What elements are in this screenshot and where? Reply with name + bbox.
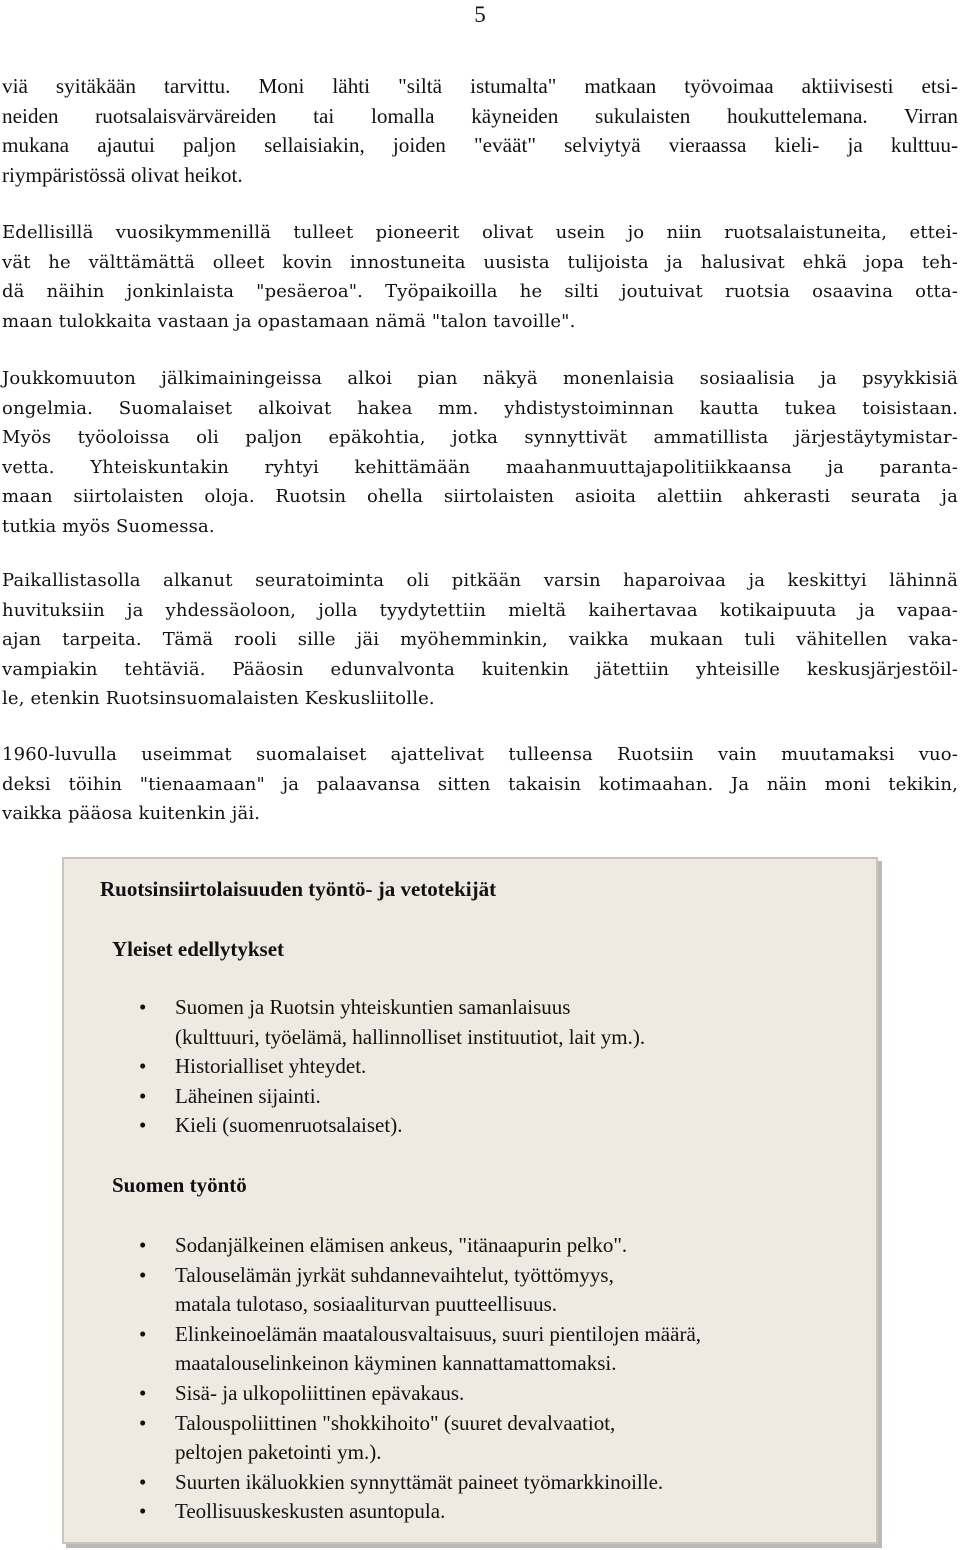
- list-item: [139, 1111, 859, 1141]
- paragraph-line: vetta. Yhteiskuntakin ryhtyi kehittämään maahanmuuttajapolitiikkaansa ja paranta-: [2, 456, 958, 478]
- list-item-text: Suurten ikäluokkien synnyttämät paineet työmarkkinoille.: [175, 1469, 664, 1494]
- list-item-text: Historialliset yhteydet.: [175, 1054, 367, 1079]
- list-item-text: peltojen paketointi ym.).: [175, 1440, 382, 1465]
- list-item-text: Teollisuuskeskusten asuntopula.: [175, 1499, 446, 1524]
- paragraph-line: riympäristössä olivat heikot.: [2, 162, 243, 187]
- paragraph-line: maan tulokkaita vastaan ja opastamaan nämä "talon tavoille".: [2, 310, 576, 332]
- paragraph-line: neiden ruotsalaisvärväreiden tai lomalla käyneiden sukulaisten houkuttelemana. Virran: [2, 103, 958, 128]
- list-finland-push: [139, 1231, 859, 1527]
- paragraph-line: Edellisillä vuosikymmenillä tulleet pioneerit olivat usein jo niin ruotsalaistuneita, ettei-: [2, 222, 958, 243]
- sidebar-title: Ruotsinsiirtolaisuuden työntö- ja vetotekijät: [100, 877, 497, 901]
- paragraph-2: [2, 218, 958, 336]
- list-item: [139, 1497, 859, 1527]
- paragraph-line: viä syitäkään tarvittu. Moni lähti "siltä istumalta" matkaan työvoimaa aktiivisesti etsi-: [2, 74, 958, 98]
- list-item-text: Kieli (suomenruotsalaiset).: [175, 1113, 403, 1138]
- paragraph-line: ongelmia. Suomalaiset alkoivat hakea mm. yhdistystoiminnan kautta tukea toisistaan.: [2, 397, 958, 419]
- list-item-text: maatalouselinkeinon käyminen kannattamattomaksi.: [175, 1351, 617, 1376]
- paragraph-4: [2, 566, 958, 714]
- page-number: 5: [474, 2, 486, 27]
- list-item-text: Suomen ja Ruotsin yhteiskuntien samanlaisuus: [175, 995, 571, 1019]
- list-item-text: Läheinen sijainti.: [175, 1083, 321, 1108]
- paragraph-3: [2, 364, 958, 542]
- bullet-icon: •: [139, 1054, 147, 1079]
- paragraph-line: le, etenkin Ruotsinsuomalaisten Keskusliitolle.: [2, 688, 435, 710]
- paragraph-line: mukana ajautui paljon sellaisiakin, joiden "eväät" selviytyä vieraassa kieli- ja kulttuu-: [2, 133, 958, 158]
- list-item: [139, 1082, 859, 1112]
- paragraph-line: vampiakin tehtäviä. Pääosin edunvalvonta kuitenkin jätettiin yhteisille keskusjärjestöil-: [2, 658, 958, 680]
- paragraph-line: deksi töihin "tienaamaan" ja palaavansa sitten takaisin kotimaahan. Ja näin moni tekikin,: [2, 773, 958, 795]
- bullet-icon: •: [139, 995, 147, 1019]
- sidebar-box: [62, 857, 878, 1544]
- list-item-text: Sisä- ja ulkopoliittinen epävakaus.: [175, 1380, 465, 1405]
- paragraph-line: ajan tarpeita. Tämä rooli sille jäi myöhemminkin, vaikka mukaan tuli vähitellen vaka-: [2, 629, 958, 651]
- paragraph-line: Paikallistasolla alkanut seuratoiminta oli pitkään varsin haparoivaa ja keskittyi lähinnä: [2, 570, 958, 591]
- list-item: [139, 993, 859, 1052]
- bullet-icon: •: [139, 1083, 147, 1108]
- paragraph-line: vät he välttämättä olleet kovin innostuneita uusista tulijoista ja halusivat ehkä jopa teh-: [2, 251, 958, 273]
- paragraph-line: 1960-luvulla useimmat suomalaiset ajattelivat tulleensa Ruotsiin vain muutamaksi vuo-: [2, 744, 958, 765]
- bullet-icon: •: [139, 1113, 147, 1138]
- list-item: [139, 1231, 859, 1261]
- bullet-icon: •: [139, 1262, 147, 1287]
- section-heading-push: Suomen työntö: [112, 1173, 247, 1197]
- list-item-text: (kulttuuri, työelämä, hallinnolliset instituutiot, lait ym.).: [175, 1024, 646, 1049]
- paragraph-line: Myös työoloissa oli paljon epäkohtia, jotka synnyttivät ammatillista järjestäytymistar-: [2, 427, 958, 449]
- bullet-icon: •: [139, 1499, 147, 1524]
- list-general-conditions: [139, 993, 859, 1141]
- list-item: [139, 1261, 859, 1320]
- paragraph-1: [2, 72, 958, 190]
- list-item: [139, 1409, 859, 1468]
- list-item-text: Sodanjälkeinen elämisen ankeus, "itänaapurin pelko".: [175, 1233, 628, 1257]
- list-item-text: Talouselämän jyrkät suhdannevaihtelut, työttömyys,: [175, 1262, 614, 1287]
- list-item: [139, 1379, 859, 1409]
- paragraph-line: tutkia myös Suomessa.: [2, 515, 215, 537]
- bullet-icon: •: [139, 1321, 147, 1346]
- list-item-text: matala tulotaso, sosiaaliturvan puutteellisuus.: [175, 1292, 558, 1317]
- list-item: [139, 1468, 859, 1498]
- bullet-icon: •: [139, 1469, 147, 1494]
- paragraph-line: huvituksiin ja yhdessäoloon, jolla tyydytettiin mieltä kaihertavaa kotikaipuuta ja vapaa-: [2, 599, 958, 621]
- section-heading-general: Yleiset edellytykset: [112, 937, 285, 961]
- bullet-icon: •: [139, 1410, 147, 1435]
- list-item: [139, 1320, 859, 1379]
- paragraph-line: vaikka pääosa kuitenkin jäi.: [2, 803, 261, 825]
- list-item-text: Talouspoliittinen "shokkihoito" (suuret devalvaatiot,: [175, 1410, 616, 1435]
- paragraph-5: [2, 740, 958, 829]
- bullet-icon: •: [139, 1380, 147, 1405]
- list-item-text: Elinkeinoelämän maatalousvaltaisuus, suuri pientilojen määrä,: [175, 1321, 702, 1346]
- paragraph-line: Joukkomuuton jälkimainingeissa alkoi pian näkyä monenlaisia sosiaalisia ja psyykkisiä: [2, 368, 958, 389]
- list-item: [139, 1052, 859, 1082]
- paragraph-line: dä näihin jonkinlaista "pesäeroa". Työpaikoilla he silti joutuivat ruotsia osaavina otta-: [2, 281, 958, 303]
- paragraph-line: maan siirtolaisten oloja. Ruotsin ohella siirtolaisten asioita alettiin ahkerasti seurata ja: [2, 486, 958, 508]
- bullet-icon: •: [139, 1233, 147, 1257]
